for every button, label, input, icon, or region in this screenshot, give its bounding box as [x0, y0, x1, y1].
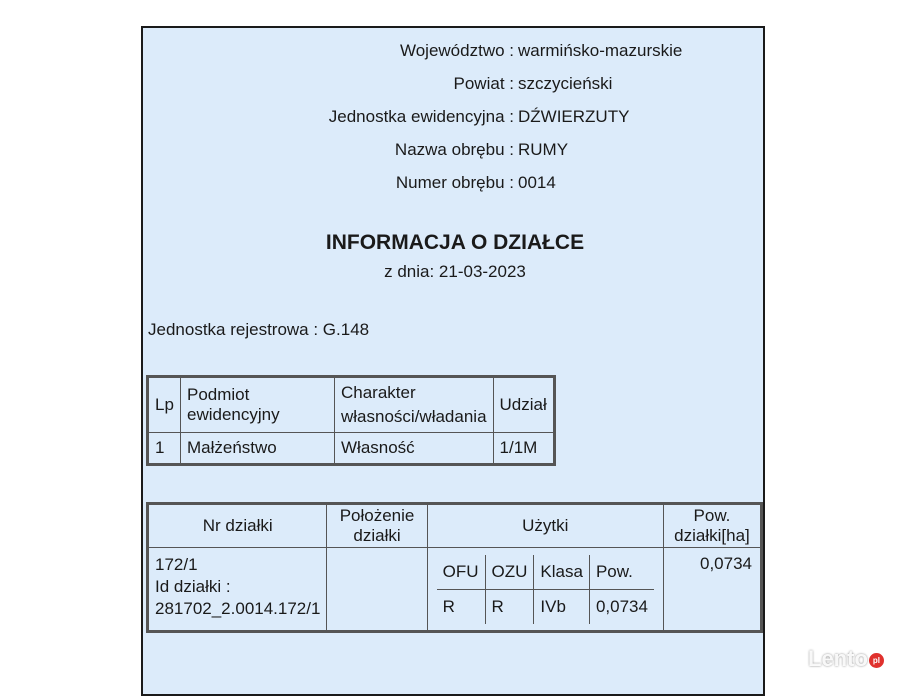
uzytki-header-ozu: OZU	[485, 555, 534, 590]
obreb-number-value: 0014	[518, 173, 556, 192]
owners-header-row	[148, 377, 555, 433]
parcel-table	[146, 502, 763, 633]
parcel-polozenie	[327, 548, 427, 632]
owners-header-charakter	[335, 377, 494, 433]
owners-header-charakter-line1: Charakter	[341, 383, 416, 402]
table-row	[148, 433, 555, 465]
parcel-id-value: 281702_2.0014.172/1	[155, 599, 321, 618]
owner-udzial: 1/1M	[493, 433, 554, 465]
wojewodztwo-label: Województwo :	[399, 41, 514, 60]
powiat-label: Powiat :	[453, 74, 514, 93]
parcel-header-row	[148, 504, 762, 548]
watermark-text: Lento	[808, 646, 868, 671]
uzytki-header-klasa: Klasa	[534, 555, 590, 590]
jednostka-label: Jednostka ewidencyjna :	[328, 107, 514, 126]
obreb-name-label: Nazwa obrębu :	[394, 140, 514, 159]
uzytki-subtable	[437, 555, 654, 624]
uzytki-header-row	[437, 555, 654, 590]
uzytki-klasa: IVb	[534, 590, 590, 625]
owners-header-podmiot: Podmiot ewidencyjny	[181, 377, 335, 433]
parcel-area: 0,0734	[663, 548, 761, 632]
lento-watermark	[808, 646, 884, 672]
owner-lp: 1	[148, 433, 181, 465]
uzytki-ozu: R	[485, 590, 534, 625]
header-powiat	[143, 74, 767, 96]
jednostka-value: DŹWIERZUTY	[518, 107, 630, 126]
watermark-badge: pl	[869, 653, 884, 668]
parcel-nr-cell	[148, 548, 327, 632]
uzytki-pow: 0,0734	[589, 590, 654, 625]
obreb-name-value: RUMY	[518, 140, 569, 159]
owner-podmiot: Małżeństwo	[181, 433, 335, 465]
header-obreb-number	[143, 173, 767, 195]
parcel-id-label: Id działki :	[155, 577, 231, 596]
uzytki-header-ofu: OFU	[437, 555, 485, 590]
obreb-number-label: Numer obrębu :	[395, 173, 514, 192]
header-wojewodztwo	[143, 41, 767, 63]
owners-header-charakter-line2: własności/władania	[341, 407, 487, 426]
parcel-header-nr: Nr działki	[148, 504, 327, 548]
uzytki-header-pow: Pow.	[589, 555, 654, 590]
header-obreb-name	[143, 140, 767, 162]
powiat-value: szczycieński	[518, 74, 613, 93]
table-row	[148, 548, 762, 632]
uzytki-row	[437, 590, 654, 625]
owners-header-udzial: Udział	[493, 377, 554, 433]
registration-unit: Jednostka rejestrowa : G.148	[148, 320, 370, 339]
document-title: INFORMACJA O DZIAŁCE	[325, 231, 585, 254]
owners-header-lp: Lp	[148, 377, 181, 433]
owners-table	[146, 375, 556, 466]
wojewodztwo-value: warmińsko-mazurskie	[518, 41, 683, 60]
parcel-nr: 172/1	[155, 555, 198, 574]
parcel-header-polozenie: Położenie działki	[327, 504, 427, 548]
uzytki-cell	[427, 548, 663, 632]
uzytki-ofu: R	[442, 597, 455, 616]
header-jednostka	[143, 107, 767, 129]
document-page	[141, 26, 765, 696]
parcel-header-area: Pow. działki[ha]	[663, 504, 761, 548]
parcel-header-uzytki: Użytki	[427, 504, 663, 548]
owner-charakter: Własność	[335, 433, 494, 465]
document-date: z dnia: 21-03-2023	[384, 262, 526, 281]
